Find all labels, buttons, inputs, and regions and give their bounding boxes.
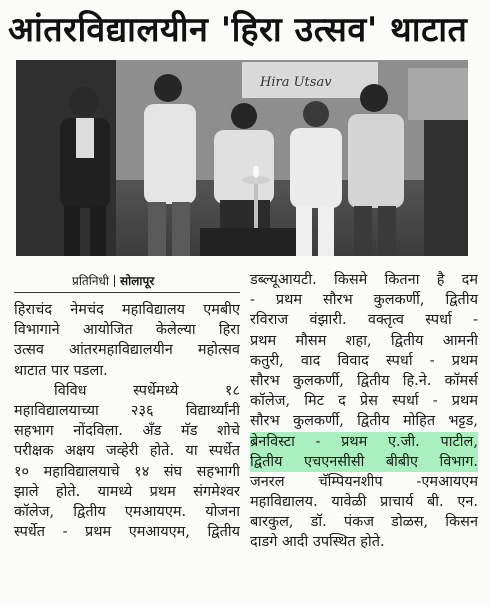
left-line-10: झाले होते. यामध्ये प्रथम संगमेश्वर (14, 483, 240, 500)
left-line-9: १० महाविद्यालयाचे १४ संघ सहभागी (14, 463, 240, 480)
right-line-5: कतुरी, वाद विवाद स्पर्धा - प्रथम (250, 352, 478, 369)
byline-separator (114, 275, 115, 287)
right-line-4: प्रथम मौसम शहा, द्वितीय आमनी (250, 332, 478, 349)
right-column (250, 270, 478, 553)
left-line-8: परीक्षक अक्षय जव्हेरी होते. या स्पर्धेत (14, 443, 240, 460)
left-line-11: कॉलेज, द्वितीय एमआयएम. योजना (14, 503, 240, 520)
right-line-6: सौरभ कुलकर्णी, द्वितीय हि.ने. कॉमर्स (250, 372, 478, 389)
left-column (14, 300, 240, 542)
right-line-13: बारकुल, डॉ. पंकज डोळस, किसन (250, 514, 478, 531)
right-line-8: सौरभ कुलकर्णी, द्वितीय मोहित भट्टड, (250, 413, 478, 430)
right-line-7: कॉलेज, मिट द प्रेस स्पर्धा - प्रथम (250, 393, 478, 410)
right-line-1: डब्ल्यूआयटी. किसमे कितना है दम (250, 272, 478, 288)
byline-reporter: प्रतिनिधी (72, 274, 110, 288)
byline (72, 272, 154, 289)
right-line-3: रविराज वंझारी. वक्तृत्व स्पर्धा - (250, 312, 478, 329)
left-line-4: थाटात पार पडला. (14, 362, 108, 379)
byline-location: सोलापूर (120, 274, 155, 288)
right-line-9-highlighted: ब्रेनविस्टा - प्रथम ए.जी. पाटील, (250, 432, 478, 452)
left-line-7: सहभाग नोंदविला. अँड मॅड शोचे (14, 423, 240, 440)
lamp-lighting-photo (16, 60, 468, 256)
banner-text: Hira Utsav (260, 75, 332, 90)
right-line-12: महाविद्यालय. यावेळी प्राचार्य बी. एन. (250, 494, 478, 511)
headline: आंतरविद्यालयीन 'हिरा उत्सव' थाटात (8, 10, 468, 50)
right-line-10-highlighted: द्वितीय एचएनसीसी बीबीए विभाग. (250, 452, 478, 472)
byline-rule (14, 292, 240, 293)
table (200, 228, 310, 256)
event-photo (16, 60, 468, 256)
left-line-6: महाविद्यालयाच्या २३६ विद्यार्थ्यांनी (14, 402, 240, 419)
left-line-1: हिराचंद नेमचंद महाविद्यालय एमबीए (14, 302, 240, 318)
left-line-5: विविध स्पर्धेमध्ये १८ (54, 382, 240, 399)
right-line-11: जनरल चॅम्पियनशीप -एमआयएम (250, 473, 478, 490)
left-line-2: विभागाने आयोजित केलेल्या हिरा (14, 322, 240, 339)
left-line-12: स्पर्धेत - प्रथम एमआयएम, द्वितीय (14, 524, 240, 541)
right-line-2: - प्रथम सौरभ कुलकर्णी, द्वितीय (250, 292, 478, 309)
left-line-3: उत्सव आंतरमहाविद्यालयीन महोत्सव (14, 342, 240, 359)
right-line-14: दाडगे आदी उपस्थित होते. (250, 534, 385, 551)
